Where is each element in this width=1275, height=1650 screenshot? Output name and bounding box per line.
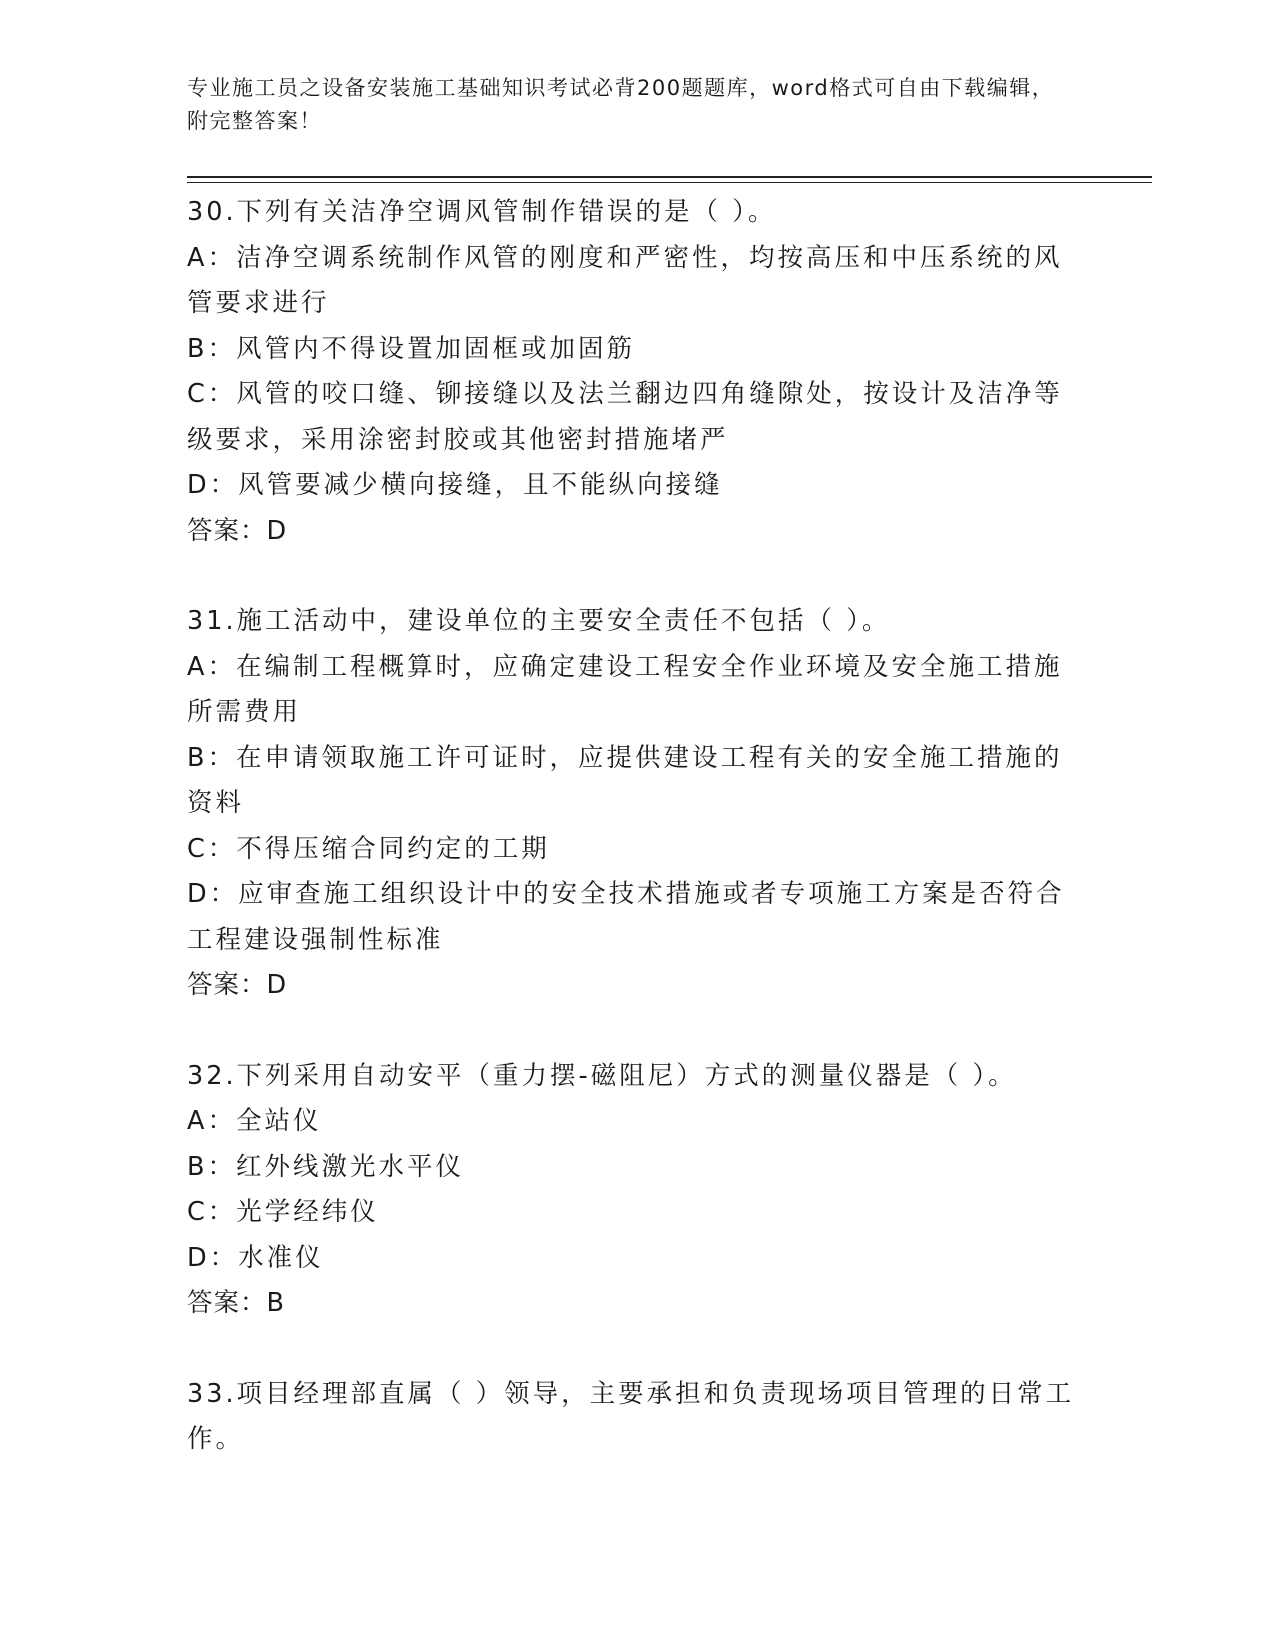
document-header: 专业施工员之设备安装施工基础知识考试必背200题题库，word格式可自由下载编辑，附完整答案！ (187, 76, 1055, 133)
option-d: D：水准仪 (187, 1242, 324, 1273)
option-b: B：红外线激光水平仪 (187, 1151, 464, 1182)
option-d: D：风管要减少横向接缝，且不能纵向接缝 (187, 470, 723, 500)
answer: 答案：D (187, 515, 288, 546)
question-stem: 33.项目经理部直属（ ）领导，主要承担和负责现场项目管理的日常工作。 (187, 1378, 1075, 1454)
question-33 (187, 1372, 1087, 1463)
header-rule-thin (187, 182, 1152, 183)
option-c: C：光学经纬仪 (187, 1197, 379, 1227)
option-c: C：不得压缩合同约定的工期 (187, 833, 550, 864)
option-a: A：全站仪 (187, 1106, 322, 1136)
question-30 (187, 190, 1087, 554)
option-a: A：在编制工程概算时，应确定建设工程安全作业环境及安全施工措施所需费用 (187, 651, 1063, 727)
option-b: B：在申请领取施工许可证时，应提供建设工程有关的安全施工措施的资料 (187, 742, 1063, 818)
question-list (187, 190, 1087, 1463)
answer: 答案：D (187, 970, 288, 1000)
option-b: B：风管内不得设置加固框或加固筋 (187, 333, 635, 364)
question-stem: 30.下列有关洁净空调风管制作错误的是（ ）。 (187, 197, 777, 227)
answer: 答案：B (187, 1288, 285, 1318)
option-a: A：洁净空调系统制作风管的刚度和严密性，均按高压和中压系统的风管要求进行 (187, 242, 1063, 318)
option-d: D：应审查施工组织设计中的安全技术措施或者专项施工方案是否符合工程建设强制性标准 (187, 879, 1065, 955)
option-c: C：风管的咬口缝、铆接缝以及法兰翻边四角缝隙处，按设计及洁净等级要求，采用涂密封胶或其他密封措施堵严 (187, 379, 1063, 455)
question-stem: 32.下列采用自动安平（重力摆-磁阻尼）方式的测量仪器是（ ）。 (187, 1060, 1017, 1091)
question-stem: 31.施工活动中，建设单位的主要安全责任不包括（ ）。 (187, 606, 891, 636)
question-32 (187, 1054, 1087, 1327)
header-rule-thick (187, 176, 1152, 178)
question-31 (187, 599, 1087, 1009)
